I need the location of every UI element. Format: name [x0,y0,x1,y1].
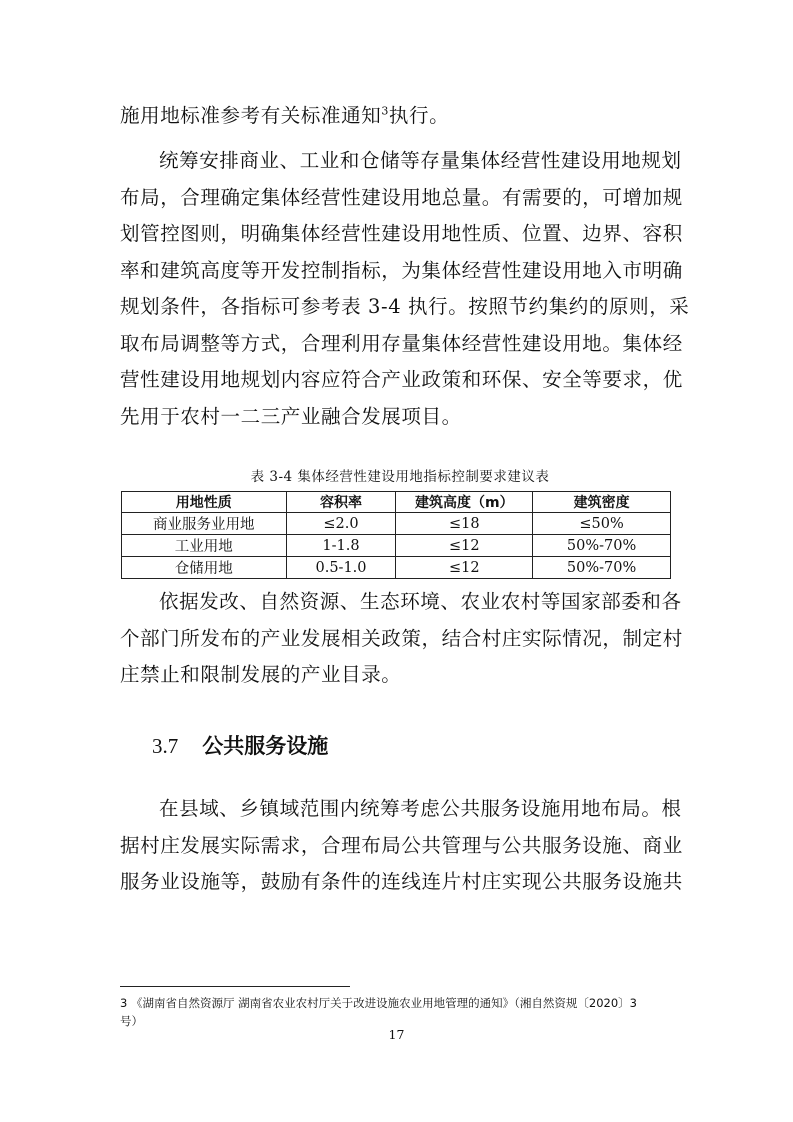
table-cell: ≤50% [533,513,671,535]
table-header-row [122,492,671,513]
footnote-line: 号） [120,1014,143,1028]
table-row [122,557,671,579]
paragraph-line: 取布局调整等方式，合理利用存量集体经营性建设用地。集体经 [120,331,683,355]
table-cell: 50%-70% [533,557,671,579]
table-row [122,535,671,557]
table-cell: 仓储用地 [122,557,287,579]
column-header-plot-ratio: 容积率 [286,492,396,513]
table-cell: 0.5-1.0 [286,557,396,579]
paragraph-collective-land [120,143,690,435]
paragraph-industry-policy [120,584,683,694]
table-cell: ≤12 [396,557,533,579]
section-title: 公共服务设施 [202,734,329,758]
column-header-building-density: 建筑密度 [533,492,671,513]
paragraph-line: 统筹安排商业、工业和仓储等存量集体经营性建设用地规划 [159,149,682,172]
column-header-building-height: 建筑高度（m） [396,492,533,513]
footnote-text: 《湖南省自然资源厅 湖南省农业农村厅关于改进设施农业用地管理的通知》（湘自然资规〔2020〕3 [130,996,637,1010]
paragraph-line: 在县域、乡镇域范围内统筹考虑公共服务设施用地布局。根 [159,797,682,820]
table-row [122,513,671,535]
paragraph-line: 个部门所发布的产业发展相关政策，结合村庄实际情况，制定村 [120,626,683,650]
paragraph-line: 据村庄发展实际需求，合理布局公共管理与公共服务设施、商业 [120,833,683,857]
footnote [120,994,680,1030]
page-number: 17 [388,1027,405,1042]
table-cell: ≤18 [396,513,533,535]
land-indicator-table [121,491,671,579]
table-cell: 工业用地 [122,535,287,557]
footnote-number: 3 [120,996,128,1010]
paragraph-line: 布局，合理确定集体经营性建设用地总量。有需要的，可增加规 [120,185,683,209]
table-cell: ≤12 [396,535,533,557]
footnote-line [120,994,680,1012]
table-cell: ≤2.0 [286,513,396,535]
paragraph-line: 庄禁止和限制发展的产业目录。 [120,663,402,686]
paragraph-line: 划管控图则，明确集体经营性建设用地性质、位置、边界、容积 [120,222,683,245]
footnote-separator [120,986,350,987]
table-caption: 表 3-4 集体经营性建设用地指标控制要求建议表 [250,469,550,485]
table-cell: 1-1.8 [286,535,396,557]
continued-paragraph [120,98,680,135]
paragraph-text: 执行。 [388,104,450,127]
paragraph-line: 服务业设施等，鼓励有条件的连线连片村庄实现公共服务设施共 [120,870,683,893]
paragraph-line: 依据发改、自然资源、生态环境、农业农村等国家部委和各 [159,590,682,613]
table-cell: 商业服务业用地 [122,513,287,535]
paragraph-line: 率和建筑高度等开发控制指标，为集体经营性建设用地入市明确 [120,258,683,282]
column-header-land-type: 用地性质 [122,492,287,513]
table-cell: 50%-70% [533,535,671,557]
paragraph-line: 营性建设用地规划内容应符合产业政策和环保、安全等要求，优 [120,368,683,391]
paragraph-line: 规划条件，各指标可参考表 3-4 执行。按照节约集约的原则，采 [120,295,690,318]
paragraph-line: 先用于农村一二三产业融合发展项目。 [120,404,462,428]
footnote-reference[interactable]: 3 [381,104,389,118]
paragraph-text: 施用地标准参考有关标准通知 [120,104,382,127]
section-heading [152,728,328,764]
section-number: 3.7 [152,734,179,758]
paragraph-public-services [120,791,683,901]
